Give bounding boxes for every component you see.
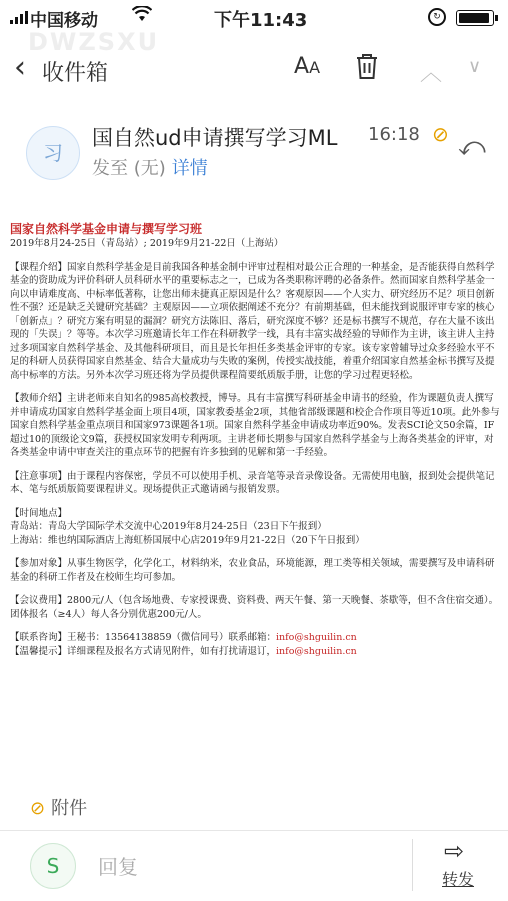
trash-icon[interactable] [354,52,380,80]
user-avatar: S [30,843,76,889]
forward-icon[interactable]: ⇨ [444,837,465,865]
nav-bar [0,40,508,98]
participants: 【参加对象】从事生物医学，化学化工，材料纳米，农业食品，环境能源，理工类等相关领域，需要撰写及申请科研基金的科研工作者及在校师生均可参加。 [10,558,495,583]
divider [412,839,413,891]
reply-icon[interactable]: ⤺ [458,132,486,162]
recipient-line [92,154,208,180]
notice: 【注意事项】由于课程内容保密，学员不可以使用手机、录音笔等录音录像设备。无需使用电脑，报到处会提供笔记本、笔与纸质版简要课程讲义。现场提供正式邀请函与报销发票。 [10,470,495,495]
tip-text: 【温馨提示】详细课程及报名方式请见附件，如有打扰请退订， [10,645,277,657]
rotation-lock-icon: ↻ [428,8,446,26]
teacher-intro: 【教师介绍】主讲老师来自知名的985高校教授，博导。具有丰富撰写科研基金申请书的经验，作为课题负责人撰写并申请成功国家自然科学基金面上项目4项，国家教委基金2项，其他省部级课题和校企合作项目等近10项。此外参与国家自然科学基金重点项目和国家973课题各1项。国家自然科学基金申请成功率近90%。发表SCI论文50余篇，IF超过10的顶级论文9篇，获授权国家发明专利两项。主讲老师长期参与国家自然科学基金与上海各类基金的评审，对各类基金申请中审查关注的重点环节的把握有许多独到的见解和第一手经验。 [10,393,500,458]
body-title: 国家自然科学基金申请与撰写学习班 [10,222,203,236]
signal-icon [10,11,28,24]
battery-icon [456,10,494,26]
mail-subject: 国自然ud申请撰写学习ML [92,126,338,150]
carrier-name: 中国移动 [30,11,98,31]
font-size-icon[interactable]: AA [294,54,321,79]
reply-button[interactable]: 回复 [98,855,138,879]
wifi-icon [132,6,152,27]
previous-mail-icon[interactable]: ︿ [420,61,443,86]
contact-email-link[interactable]: info@shguilin.cn [276,632,357,643]
watermark: DWZSXU [28,28,160,56]
time-location: 【时间地点】 青岛站：青岛大学国际学术交流中心2019年8月24-25日（23日下午报到） 上海站：维也纳国际酒店上海虹桥国展中心店2019年9月21-22日（20下午日报到） [10,507,365,546]
back-chevron-icon[interactable]: ‹ [14,50,26,85]
contact-text: 【联系咨询】王秘书：13564138859（微信同号）联系邮箱： [10,632,276,643]
footer-bar [0,830,508,901]
sender-avatar[interactable]: 习 [26,126,80,180]
forward-button[interactable]: 转发 [442,870,475,889]
course-intro: 【课程介绍】国家自然科学基金是目前我国各种基金制中评审过程相对最公正合理的一种基金，是否能获得自然科学基金的资助成为评价科研人员科研水平的重要标志之一，已成为各类职称评聘的必备条件。然而国家自然科学基金一向以申请难度高、中标率低著称，让您出师未捷真正原因是什么？客观原因——个人实力、研究经历不足？项目创新性不强？还是缺乏关键研究基础？主观原因——立项依据阐述不充分？有前期基础，但未能找到说服评审专家的核心「创新点」？研究方案有明显的漏洞？研究方法陈旧、落后，研究深度不够？还是标书撰写不规范，存在大量不该出现的「失误」？等等。本次学习班邀请长年工作在科研教学一线，具有丰富实战经验的导师作为主讲，该主讲人主持过多项国家自然科学基金、及其他科研项目，而且是长年担任多类基金评审的专家。该专家曾辅导过众多经验水平不足的科研人员获得国家自然基金、结合大量成功与失败的案例，传授实战技能，着重介绍国家自然基金标书撰写及提高中标率的方法。另外本次学习班还将为学员提供课程简要纸质版手册，让您的学习过程更轻松。 [10,261,495,381]
attachments-label: 附件 [51,798,88,819]
mail-header [0,112,508,182]
paperclip-icon: ⊘ [30,798,46,819]
recipient-label: 发至 (无) [92,158,166,179]
body-dates: 2019年8月24-25日（青岛站）; 2019年9月21-22日（上海站） [10,238,284,249]
tip-line [10,645,502,659]
unsubscribe-email-link[interactable]: info@shguilin.cn [276,645,357,657]
next-mail-icon[interactable]: ∨ [468,56,482,77]
status-time: 下午11:43 [214,10,308,31]
back-to-inbox-button[interactable]: 收件箱 [42,61,109,86]
attachments-section[interactable] [30,794,87,820]
fees: 【会议费用】2800元/人（包含场地费、专家授课费、资料费、两天午餐、第一天晚餐、茶歇等，但不含住宿交通）。团体报名（≥4人）每人各分别优惠200元/人。 [10,595,499,620]
details-link[interactable]: 详情 [171,158,208,179]
attachment-icon: ⊘ [432,122,449,146]
mail-time: 16:18 [368,124,420,145]
mail-body [10,222,502,658]
contact-line [10,631,502,645]
